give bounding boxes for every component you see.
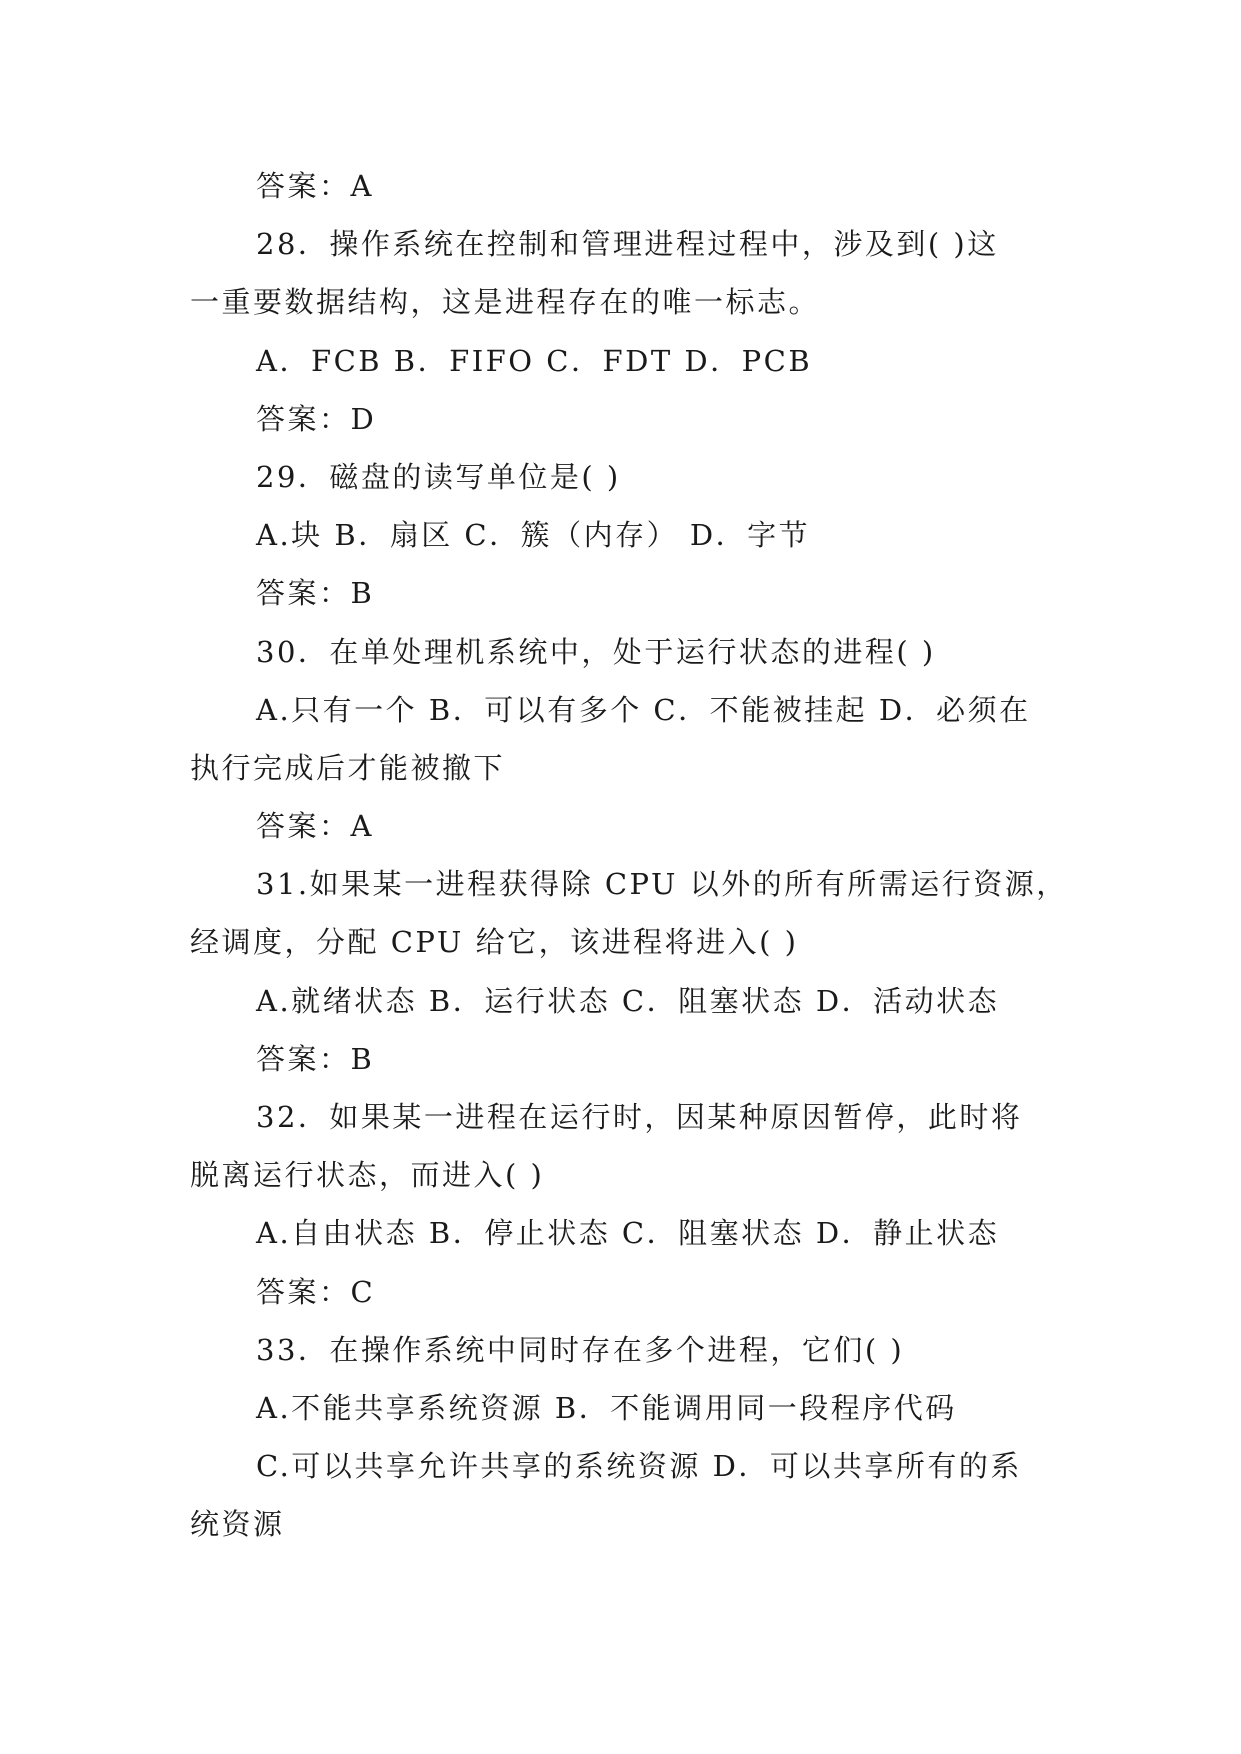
- question-31-line-1: 31.如果某一进程获得除 CPU 以外的所有所需运行资源，: [256, 867, 1068, 902]
- question-32-options: A.自由状态 B．停止状态 C．阻塞状态 D．静止状态: [256, 1216, 1000, 1251]
- answer-line: 答案：B: [256, 576, 375, 611]
- question-28-line-2: 一重要数据结构，这是进程存在的唯一标志。: [190, 285, 821, 320]
- answer-line: 答案：C: [256, 1274, 376, 1309]
- question-30-options-line-2: 执行完成后才能被撤下: [190, 750, 506, 785]
- question-28-line-1: 28．操作系统在控制和管理进程过程中，涉及到( )这: [256, 227, 999, 262]
- question-29-line: 29．磁盘的读写单位是( ): [256, 459, 621, 494]
- answer-line: 答案：A: [256, 809, 374, 844]
- question-33-options-line-1: A.不能共享系统资源 B．不能调用同一段程序代码: [256, 1390, 957, 1425]
- answer-line: 答案：A: [256, 169, 374, 203]
- question-28-options: A．FCB B．FIFO C．FDT D．PCB: [256, 343, 813, 378]
- question-33-options-line-2: C.可以共享允许共享的系统资源 D．可以共享所有的系: [256, 1449, 1022, 1484]
- question-33-line: 33．在操作系统中同时存在多个进程，它们( ): [256, 1332, 905, 1367]
- question-31-line-2: 经调度，分配 CPU 给它，该进程将进入( ): [190, 925, 799, 960]
- question-31-options: A.就绪状态 B．运行状态 C．阻塞状态 D．活动状态: [256, 983, 1000, 1018]
- question-30-line: 30．在单处理机系统中，处于运行状态的进程( ): [256, 634, 936, 669]
- question-32-line-2: 脱离运行状态，而进入( ): [190, 1158, 545, 1193]
- answer-line: 答案：D: [256, 401, 377, 436]
- question-30-options-line-1: A.只有一个 B．可以有多个 C．不能被挂起 D．必须在: [256, 692, 1031, 727]
- question-33-options-line-3: 统资源: [190, 1507, 285, 1542]
- question-29-options: A.块 B．扇区 C．簇（内存） D．字节: [256, 518, 811, 553]
- document-body: [190, 157, 1068, 1554]
- question-32-line-1: 32．如果某一进程在运行时，因某种原因暂停，此时将: [256, 1100, 1023, 1134]
- answer-line: 答案：B: [256, 1041, 375, 1076]
